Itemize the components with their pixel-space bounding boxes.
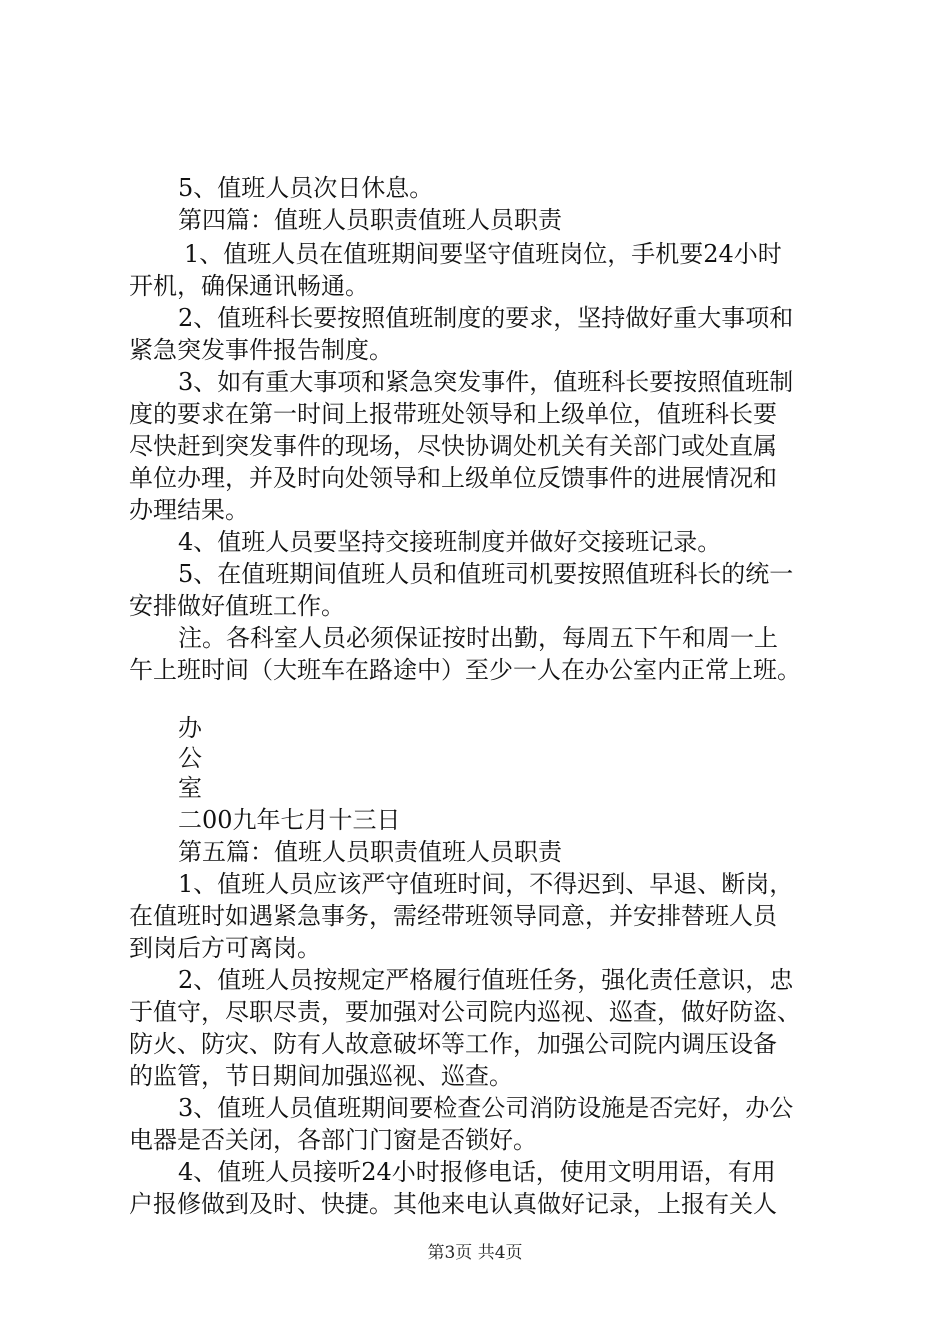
text-line: 防火、防灾、防有人故意破坏等工作，加强公司院内调压设备 [129, 1030, 777, 1058]
text-line: 户报修做到及时、快捷。其他来电认真做好记录，上报有关人 [129, 1190, 777, 1218]
note-line: 注。各科室人员必须保证按时出勤，每周五下午和周一上 [178, 624, 778, 652]
signature-char: 室 [178, 774, 202, 802]
text-line: 1、值班人员在值班期间要坚守值班岗位，手机要24小时 [184, 240, 782, 268]
text-line: 4、值班人员接听24小时报修电话，使用文明用语，有用 [178, 1158, 776, 1186]
text-line: 5、值班人员次日休息。 [178, 174, 434, 202]
text-line: 于值守，尽职尽责，要加强对公司院内巡视、巡查，做好防盗、 [129, 998, 801, 1026]
signature-date: 二00九年七月十三日 [178, 806, 401, 834]
text-line: 度的要求在第一时间上报带班处领导和上级单位，值班科长要 [129, 400, 777, 428]
page-number-footer: 第3页 共4页 [427, 1243, 523, 1263]
text-line: 3、如有重大事项和紧急突发事件，值班科长要按照值班制 [178, 368, 794, 396]
text-line: 在值班时如遇紧急事务，需经带班领导同意，并安排替班人员 [129, 902, 777, 930]
text-line: 尽快赶到突发事件的现场，尽快协调处机关有关部门或处直属 [129, 432, 777, 460]
text-line: 4、值班人员要坚持交接班制度并做好交接班记录。 [178, 528, 722, 556]
note-line: 午上班时间（大班车在路途中）至少一人在办公室内正常上班。 [129, 656, 801, 684]
text-line: 开机，确保通讯畅通。 [129, 272, 369, 300]
section-heading-5: 第五篇：值班人员职责值班人员职责 [178, 838, 562, 866]
text-line: 3、值班人员值班期间要检查公司消防设施是否完好，办公 [178, 1094, 794, 1122]
section-heading-4: 第四篇：值班人员职责值班人员职责 [178, 206, 562, 234]
text-line: 1、值班人员应该严守值班时间，不得迟到、早退、断岗， [178, 870, 794, 898]
text-line: 紧急突发事件报告制度。 [129, 336, 393, 364]
text-line: 电器是否关闭，各部门门窗是否锁好。 [129, 1126, 537, 1154]
signature-char: 公 [178, 744, 202, 772]
signature-char: 办 [178, 714, 202, 742]
text-line: 到岗后方可离岗。 [129, 934, 321, 962]
text-line: 办理结果。 [129, 496, 249, 524]
text-line: 安排做好值班工作。 [129, 592, 345, 620]
text-line: 2、值班科长要按照值班制度的要求，坚持做好重大事项和 [178, 304, 794, 332]
text-line: 2、值班人员按规定严格履行值班任务，强化责任意识，忠 [178, 966, 794, 994]
text-line: 单位办理，并及时向处领导和上级单位反馈事件的进展情况和 [129, 464, 777, 492]
text-line: 的监管，节日期间加强巡视、巡查。 [129, 1062, 513, 1090]
text-line: 5、在值班期间值班人员和值班司机要按照值班科长的统一 [178, 560, 794, 588]
